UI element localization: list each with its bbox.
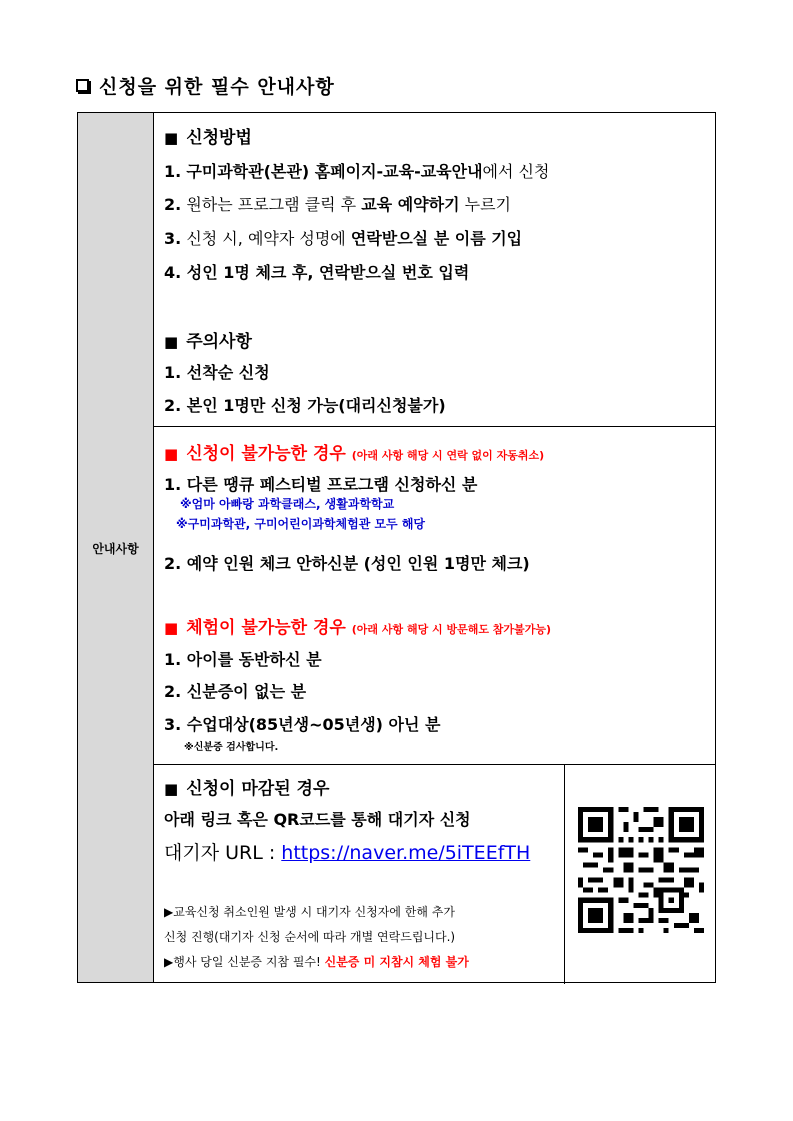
checkbox-icon	[76, 79, 89, 92]
waitlist-instruction: 아래 링크 혹은 QR코드를 통해 대기자 신청	[164, 810, 471, 829]
waitlist-url-line	[164, 838, 530, 865]
experience-unavailable-heading: ■ 체험이 불가능한 경우 (아래 사항 해당 시 방문해도 참가불가능)	[164, 618, 551, 638]
method-item-1: 1. 구미과학관(본관) 홈페이지-교육-교육안내에서 신청	[164, 162, 550, 181]
black-square-icon: ■	[164, 780, 179, 798]
experience-item-2: 2. 신분증이 없는 분	[164, 682, 307, 701]
black-square-icon: ■	[164, 333, 179, 351]
waitlist-url-label: 대기자 URL :	[164, 842, 282, 864]
unavailable-item-1: 1. 다른 땡큐 페스티벌 프로그램 신청하신 분	[164, 475, 478, 494]
waitlist-url-link[interactable]: https://naver.me/5iTEEfTH	[281, 842, 531, 864]
red-square-icon: ■	[164, 619, 179, 637]
experience-item-1: 1. 아이를 동반하신 분	[164, 650, 322, 669]
black-square-icon: ■	[164, 129, 179, 147]
qr-cell	[564, 765, 715, 984]
page-title-text: 신청을 위한 필수 안내사항	[99, 76, 335, 98]
unavailable-note-2: ※구미과학관, 구미어린이과학체험관 모두 해당	[176, 517, 426, 531]
restriction-section	[154, 427, 715, 765]
application-unavailable-heading: ■ 신청이 불가능한 경우 (아래 사항 해당 시 연락 없이 자동취소)	[164, 444, 545, 464]
row-label-cell	[78, 113, 154, 982]
unavailable-item-2: 2. 예약 인원 체크 안하신분 (성인 인원 1명만 체크)	[164, 554, 530, 573]
unavailable-note-1: ※엄마 아빠랑 과학클래스, 생활과학학교	[180, 497, 395, 511]
page-title	[76, 72, 335, 99]
caution-item-2: 2. 본인 1명만 신청 가능(대리신청불가)	[164, 396, 446, 415]
method-item-3: 3. 신청 시, 예약자 성명에 연락받으실 분 이름 기입	[164, 229, 523, 248]
method-item-4: 4. 성인 1명 체크 후, 연락받으실 번호 입력	[164, 263, 470, 282]
id-check-note: ※신분증 검사합니다.	[184, 742, 279, 753]
caution-heading: ■ 주의사항	[164, 332, 252, 352]
qr-code[interactable]	[578, 807, 704, 933]
method-item-2: 2. 원하는 프로그램 클릭 후 교육 예약하기 누르기	[164, 195, 511, 214]
waitlist-note-2: 신청 진행(대기자 신청 순서에 따라 개별 연락드립니다.)	[164, 930, 456, 944]
waitlist-note-3: ▶행사 당일 신분증 지참 필수! 신분증 미 지참시 체험 불가	[164, 955, 469, 969]
red-square-icon: ■	[164, 445, 179, 463]
experience-unavailable-note: (아래 사항 해당 시 방문해도 참가불가능)	[351, 623, 551, 636]
application-method-section	[154, 113, 715, 427]
info-table	[77, 112, 716, 983]
waitlist-heading: ■ 신청이 마감된 경우	[164, 779, 330, 799]
waitlist-section	[154, 765, 715, 984]
experience-item-3: 3. 수업대상(85년생~05년생) 아닌 분	[164, 715, 441, 734]
caution-item-1: 1. 선착순 신청	[164, 363, 270, 382]
method-heading: ■ 신청방법	[164, 128, 252, 148]
row-label: 안내사항	[92, 542, 139, 556]
waitlist-note-1: ▶교육신청 취소인원 발생 시 대기자 신청자에 한해 추가	[164, 905, 455, 919]
application-unavailable-note: (아래 사항 해당 시 연락 없이 자동취소)	[351, 449, 545, 462]
